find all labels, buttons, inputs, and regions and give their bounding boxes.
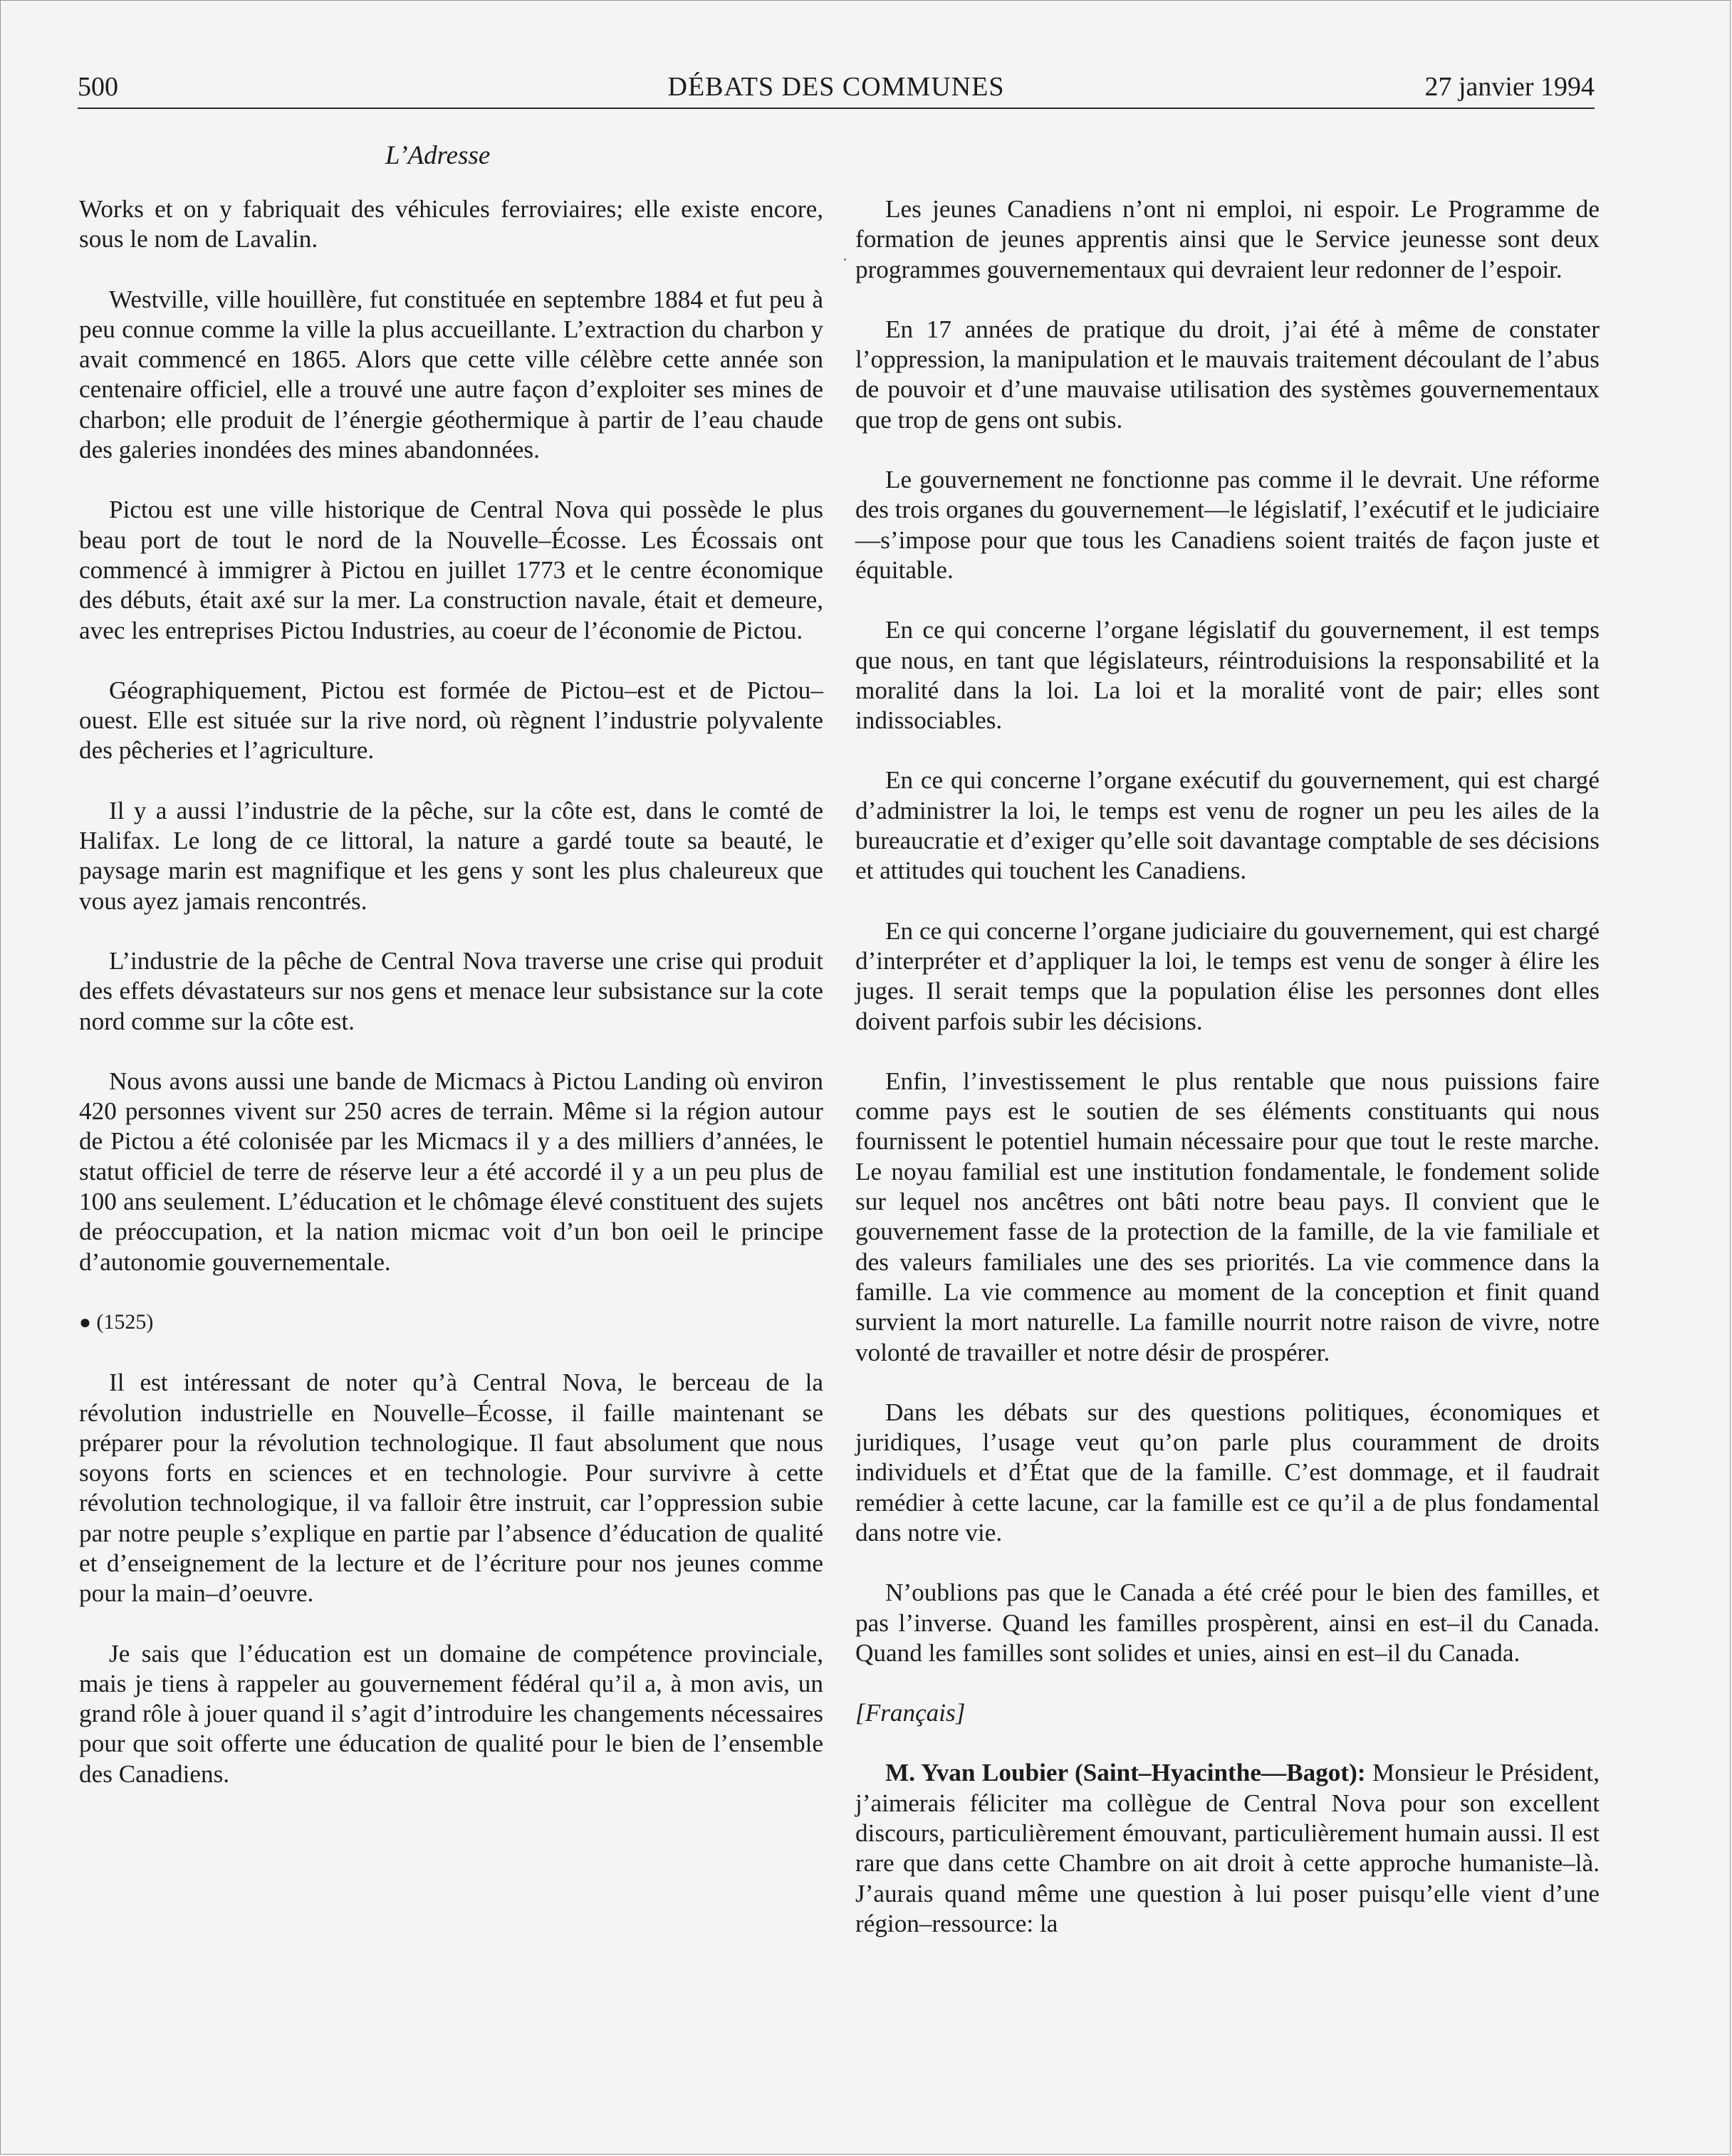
paragraph: Le gouvernement ne fonctionne pas comme il le devrait. Une réforme des trois organes du gouvernement—le législatif, l’exécutif et le judiciaire—s’impose pour que tous les Canadiens soient traités de façon juste et équitable. [855,466,1600,584]
bullet-icon: ● [79,1311,91,1334]
scan-speck [844,258,846,261]
paragraph: Dans les débats sur des questions politiques, économiques et juridiques, l’usage veut qu’on parle plus couramment de droits individuels et d’État que de la famille. C’est dommage, et il faudrait remédier à cette lacune, car la famille est ce qu’il a de plus fondamental dans notre vie. [855,1398,1600,1547]
paragraph: Works et on y fabriquait des véhicules ferroviaires; elle existe encore, sous le nom de Lavalin. [79,195,823,253]
paragraph: Enfin, l’investissement le plus rentable que nous puissions faire comme pays est le soutien de ses éléments constituants qui nous fournissent le potentiel humain nécessaire pour que tout le reste marche. Le noyau familial est une institution fondamentale, le fondement solide sur lequel nos ancêtres ont bâti notre beau pays. Il convient que le gouvernement fasse de la protection de la famille, de la vie familiale et des valeurs familiales une des ses priorités. La vie commence dans la famille. La vie commence au moment de la conception et finit quand survient la mort naturelle. La famille nourrit notre raison de vivre, notre volonté de travailler et notre désir de prospérer. [855,1067,1600,1366]
paragraph: En ce qui concerne l’organe judiciaire du gouvernement, qui est chargé d’interpréter et d’appliquer la loi, le temps est venu de songer à élire les juges. Il serait temps que la population élise les personnes dont elles doivent parfois subir les décisions. [855,916,1600,1035]
right-column [855,194,1600,1969]
speaker-paragraph [855,1758,1600,1939]
paragraph: En ce qui concerne l’organe exécutif du gouvernement, qui est chargé d’administrer la loi, le temps est venu de rogner un peu les ailes de la bureaucratie et d’exiger qu’elle soit davantage comptable de ses décisions et attitudes qui touchent les Canadiens. [855,766,1600,885]
time-marker-text: (1525) [96,1309,154,1334]
paragraph: Nous avons aussi une bande de Micmacs à Pictou Landing où environ 420 personnes vivent sur 250 acres de terrain. Même si la région autour de Pictou a été colonisée par les Micmacs il y a des milliers d’années, le statut officiel de terre de réserve leur a été accordé il y a un peu plus de 100 ans seulement. L’éducation et le chômage élevé constituent des sujets de préoccupation, et la nation micmac voit d’un bon oeil le principe d’autonomie gouvernementale. [79,1067,823,1276]
paragraph: Pictou est une ville historique de Central Nova qui possède le plus beau port de tout le nord de la Nouvelle–Écosse. Les Écossais ont commencé à immigrer à Pictou en juillet 1773 et le centre économique des débuts, était axé sur la mer. La construction navale, était et demeure, avec les entreprises Pictou Industries, au coeur de l’économie de Pictou. [79,496,823,644]
left-column [79,194,823,1819]
speaker-text: Monsieur le Président, j’aimerais féliciter ma collègue de Central Nova pour son excellent discours, particulièrement émouvant, particulièrement humain aussi. Il est rare que dans cette Chambre on ait droit à cette approche humaniste–là. J’aurais quand même une question à lui poser puisqu’elle vient d’une région–ressource: la [855,1759,1600,1937]
paragraph: L’industrie de la pêche de Central Nova traverse une crise qui produit des effets dévastateurs sur nos gens et menace leur subsistance sur la cote nord comme sur la côte est. [79,946,823,1035]
page-date: 27 janvier 1994 [1424,72,1595,102]
paragraph: Il y a aussi l’industrie de la pêche, sur la côte est, dans le comté de Halifax. Le long de ce littoral, la nature a gardé toute sa beauté, le paysage marin est magnifique et les gens y sont les plus chaleureux que vous ayez jamais rencontrés. [79,796,823,915]
paragraph: N’oublions pas que le Canada a été créé pour le bien des familles, et pas l’inverse. Quand les familles prospèrent, ainsi en est–il du Canada. Quand les familles sont solides et unies, ainsi en est–il du Canada. [855,1579,1600,1667]
paragraph: Westville, ville houillère, fut constituée en septembre 1884 et fut peu à peu connue comme la ville la plus accueillante. L’extraction du charbon y avait commencé en 1865. Alors que cette ville célèbre cette année son centenaire officiel, elle a trouvé une autre façon d’exploiter ses mines de charbon; elle produit de l’énergie géothermique à partir de l’eau chaude des galeries inondées des mines abandonnées. [79,285,823,464]
paragraph: Je sais que l’éducation est un domaine de compétence provinciale, mais je tiens à rappeler au gouvernement fédéral qu’il a, à mon avis, un grand rôle à jouer quand il s’agit d’introduire les changements nécessaires pour que soit offerte une éducation de qualité pour le bien de l’ensemble des Canadiens. [79,1639,823,1788]
speaker-name: M. Yvan Loubier (Saint–Hyacinthe—Bagot): [885,1759,1366,1787]
time-marker [79,1307,823,1338]
paragraph: Géographiquement, Pictou est formée de Pictou–est et de Pictou–ouest. Elle est située sur la rive nord, où règnent l’industrie polyvalente des pêcheries et l’agriculture. [79,676,823,765]
language-tag: [Français] [855,1699,966,1727]
page-header [78,69,1595,105]
paragraph: Il est intéressant de noter qu’à Central Nova, le berceau de la révolution industrielle en Nouvelle–Écosse, il faille maintenant se préparer pour la révolution technologique. Il faut absolument que nous soyons forts en sciences et en technologie. Pour survivre à cette révolution technologique, il va falloir être instruit, car l’oppression subie par notre peuple s’explique en partie par l’absence d’éducation de qualité et d’enseignement de la lecture et de l’écriture pour nos jeunes comme pour la main–d’oeuvre. [79,1369,823,1608]
paragraph: En 17 années de pratique du droit, j’ai été à même de constater l’oppression, la manipulation et le mauvais traitement découlant de l’abus de pouvoir et d’une mauvaise utilisation des systèmes gouvernementaux que trop de gens ont subis. [855,315,1600,434]
page-number: 500 [78,72,118,102]
paragraph: En ce qui concerne l’organe législatif du gouvernement, il est temps que nous, en tant que législateurs, réintroduisions la responsabilité et la moralité dans la loi. La loi et la moralité vont de pair; elles sont indissociables. [855,616,1600,735]
section-title: L’Adresse [385,141,491,170]
publication-title: DÉBATS DES COMMUNES [667,72,1005,102]
paragraph: Les jeunes Canadiens n’ont ni emploi, ni espoir. Le Programme de formation de jeunes apprentis ainsi que le Service jeunesse sont deux programmes gouvernementaux qui devraient leur redonner de l’espoir. [855,195,1600,283]
header-rule [78,108,1595,109]
